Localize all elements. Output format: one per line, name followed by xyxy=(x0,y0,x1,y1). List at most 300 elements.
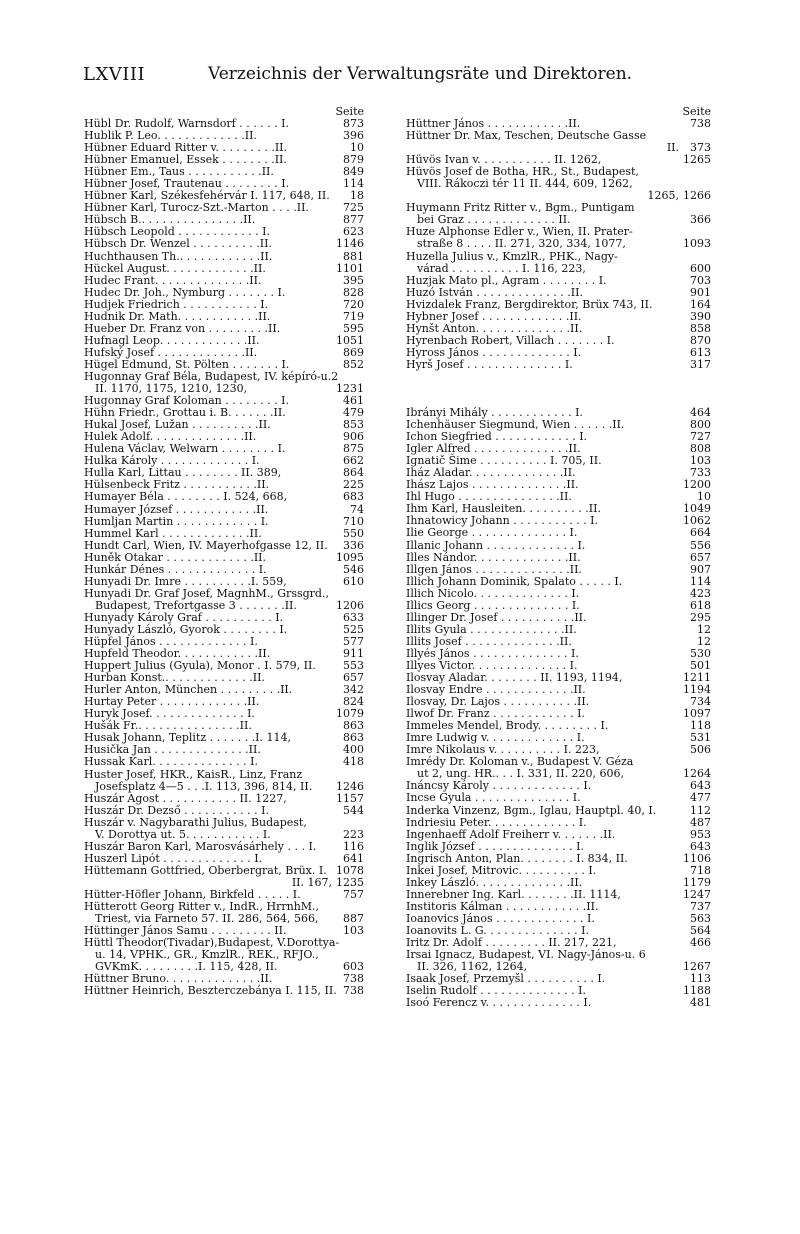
entry-text: Hübsch Leopold . . . . . . . . . . . . I. xyxy=(84,225,271,239)
entry-text: Hyrš Josef . . . . . . . . . . . . . . I. xyxy=(406,357,573,371)
page-ref: 613 xyxy=(690,345,711,359)
page-ref: 738 xyxy=(690,117,711,130)
entry-text: Huzella Julius v., KmzlR., PHK., Nagy- xyxy=(406,249,618,263)
page-ref: 643 xyxy=(690,839,711,853)
entry-text: Hudjek Friedrich . . . . . . . . . . . I. xyxy=(84,297,269,311)
page-ref: 623 xyxy=(343,225,364,239)
entry-text: Indriesiu Peter. . . . . . . . . . . . . I. xyxy=(406,815,587,829)
right-column xyxy=(406,106,711,1009)
index-entry xyxy=(84,817,364,841)
page-ref: 1062 xyxy=(683,514,711,528)
page-ref: 1146 xyxy=(336,237,364,251)
page-ref: 481 xyxy=(690,996,711,1010)
entry-text: Budapest, Trefortgasse 3 . . . . . . .II. xyxy=(95,598,297,612)
entry-text: Huněk Otakar . . . . . . . . . . . . .II. xyxy=(84,550,267,564)
index-entry xyxy=(406,997,711,1009)
entry-text: Ignatič Šime . . . . . . . . . . I. 705, II. xyxy=(406,454,602,468)
page-ref: 114 xyxy=(690,574,711,588)
entry-text: Huzó István . . . . . . . . . . . . . .II. xyxy=(406,285,583,299)
page-ref: 877 xyxy=(343,213,364,227)
page-ref: 863 xyxy=(343,731,364,745)
page-ref: 664 xyxy=(690,526,711,540)
page-ref: 531 xyxy=(690,731,711,745)
page-ref: 525 xyxy=(343,622,364,636)
page-ref: 564 xyxy=(690,924,711,937)
entry-text: ut 2, ung. HR.. . . I. 331, II. 220, 606, xyxy=(417,767,625,781)
entry-text: Hühn Friedr., Grottau i. B. . . . . . .II. xyxy=(84,406,286,420)
page-ref: 901 xyxy=(690,285,711,299)
entry-text: Ilosvay Aladar. . . . . . . . II. 1193, 1194, xyxy=(406,671,623,685)
entry-text: V. Dorottya ut. 5. . . . . . . . . . . I. xyxy=(95,827,271,841)
page-ref: 887 xyxy=(343,912,364,926)
entry-text: Hückel August. . . . . . . . . . . . .II. xyxy=(84,261,266,275)
entry-text: Illits Josef . . . . . . . . . . . . . .II. xyxy=(406,634,572,648)
index-entry xyxy=(84,901,364,925)
entry-text: Hudnik Dr. Math. . . . . . . . . . . .II. xyxy=(84,309,271,323)
page-ref: 1246 xyxy=(336,779,364,793)
entry-text: Inkei Josef, Mitrovic. . . . . . . . . . I. xyxy=(406,863,597,877)
entry-text: Hunyadi Dr. Graf Josef, MagnhM., Grssgrd., xyxy=(84,586,329,600)
page-ref: 869 xyxy=(343,345,364,359)
page-ref: 366 xyxy=(690,213,711,227)
page-ref: 911 xyxy=(343,647,364,661)
index-entry xyxy=(84,985,364,997)
entry-text: várad . . . . . . . . . . I. 116, 223, xyxy=(417,261,586,275)
entry-text: Hunkár Dénes . . . . . . . . . . . . . I. xyxy=(84,562,267,576)
page-ref: 12 xyxy=(697,634,711,648)
entry-text: Huszerl Lipót . . . . . . . . . . . . . I. xyxy=(84,851,263,865)
page-ref: 849 xyxy=(343,165,364,179)
entry-text: Hüttl Theodor(Tivadar),Budapest, V.Dorottya- xyxy=(84,936,340,950)
page-ref: 633 xyxy=(343,610,364,624)
page-ref: 577 xyxy=(343,635,364,649)
page-ref: 610 xyxy=(343,574,364,588)
entry-text: Hybner Josef . . . . . . . . . . . . .II. xyxy=(406,309,582,323)
entry-text: Hülsenbeck Fritz . . . . . . . . . . .II. xyxy=(84,478,270,492)
index-entry xyxy=(84,937,364,973)
page-ref: 563 xyxy=(690,911,711,925)
entry-text: Igler Alfred . . . . . . . . . . . . . .II. xyxy=(406,442,581,456)
entry-text: Ihm Karl, Hausleiten. . . . . . . . . .II. xyxy=(406,502,601,516)
entry-text: Huymann Fritz Ritter v., Bgm., Puntigam xyxy=(406,201,635,215)
page-ref: 662 xyxy=(343,454,364,468)
entry-text: Ibrányi Mihály . . . . . . . . . . . . I. xyxy=(406,405,583,419)
entry-text: Hulena Václav, Welwarn . . . . . . . . I. xyxy=(84,442,286,456)
entry-text: u. 14, VPHK., GR., KmzlR., REK., RFJO., xyxy=(95,948,319,962)
page-ref: 390 xyxy=(690,309,711,323)
entry-text: Hüpfel János . . . . . . . . . . . . . I. xyxy=(84,635,258,649)
page-ref: 858 xyxy=(690,321,711,335)
index-entry xyxy=(406,202,711,226)
entry-text: Iház Aladar. . . . . . . . . . . . . .II. xyxy=(406,466,576,480)
page-ref: 738 xyxy=(343,984,364,998)
page-ref: 396 xyxy=(343,129,364,143)
entry-text: Hübsch Dr. Wenzel . . . . . . . . . .II. xyxy=(84,237,272,251)
entry-text: Hübner Josef, Trautenau . . . . . . . . I. xyxy=(84,177,290,191)
page-ref: 1106 xyxy=(683,851,711,865)
entry-text: Ioanovics János . . . . . . . . . . . . . I. xyxy=(406,911,595,925)
entry-text: Illinger Dr. Josef . . . . . . . . . . .II. xyxy=(406,610,587,624)
entry-text: Hübner Karl, Székesfehérvár I. 117, 648, II. xyxy=(84,189,330,203)
page-ref: 477 xyxy=(690,791,711,805)
entry-text: Irsai Ignacz, Budapest, VI. Nagy-János-u. 6 xyxy=(406,948,646,962)
entry-text: Inderka Vinzenz, Bgm., Iglau, Hauptpl. 40, I. xyxy=(406,803,657,817)
page-ref: 757 xyxy=(343,888,364,901)
entry-text: Hüttner Bruno. . . . . . . . . . . . . .II. xyxy=(84,972,273,986)
index-entry xyxy=(406,949,711,973)
page-ref: 641 xyxy=(343,851,364,865)
entry-text: Illics Georg . . . . . . . . . . . . . . I. xyxy=(406,598,580,612)
page-ref: 395 xyxy=(343,273,364,287)
index-entry xyxy=(84,769,364,793)
page-ref: 738 xyxy=(343,972,364,986)
page-ref: 1206 xyxy=(336,598,364,612)
section-gap xyxy=(406,371,711,383)
page-ref: 719 xyxy=(343,309,364,323)
entry-text: Hüttner Dr. Max, Teschen, Deutsche Gasse xyxy=(406,129,647,143)
entry-text: Huszár Dr. Dezső . . . . . . . . . . . I. xyxy=(84,803,269,817)
entry-text: Hueber Dr. Franz von . . . . . . . . .II. xyxy=(84,321,281,335)
page-ref: 116 xyxy=(343,839,364,853)
entry-text: Ioanovits L. G. . . . . . . . . . . . . . I. xyxy=(406,924,589,937)
page-ref: 853 xyxy=(343,418,364,432)
page-ref: 1079 xyxy=(336,707,364,721)
entry-text: Hüvös Ivan v. . . . . . . . . . . II. 1262, xyxy=(406,153,602,167)
entry-text: Hüttner János . . . . . . . . . . . .II. xyxy=(406,117,581,130)
page-ref: 881 xyxy=(343,249,364,263)
page-ref: 103 xyxy=(343,924,364,938)
entry-text: Hübsch B.. . . . . . . . . . . . . . .II. xyxy=(84,213,256,227)
entry-text: Innerebner Ing. Karl. . . . . . . .II. 1114, xyxy=(406,887,621,901)
entry-text: Hütterott Georg Ritter v., IndR., HrrnhM., xyxy=(84,900,320,914)
page-ref: 546 xyxy=(343,562,364,576)
page-ref: 18 xyxy=(350,189,364,203)
entry-text: Isaak Josef, Przemyšl . . . . . . . . . . I. xyxy=(406,972,606,986)
entry-text: Huszár Agost . . . . . . . . . . . II. 1227, xyxy=(84,791,287,805)
entry-text: Ichenhäuser Siegmund, Wien . . . . . .II. xyxy=(406,418,625,432)
entry-text: Ilosvay, Dr. Lajos . . . . . . . . . . .II. xyxy=(406,695,590,709)
page-ref: 342 xyxy=(343,683,364,697)
entry-text: Illich Nicolo. . . . . . . . . . . . . . I. xyxy=(406,586,580,600)
page-ref: 501 xyxy=(690,658,711,672)
entry-text: Hüvös Josef de Botha, HR., St., Budapest, xyxy=(406,165,639,179)
page-ref: 556 xyxy=(690,538,711,552)
entry-text: Hurler Anton, München . . . . . . . . .II. xyxy=(84,683,293,697)
page-ref: 1267 xyxy=(683,960,711,974)
entry-text: Hunyady Károly Graf . . . . . . . . . . I. xyxy=(84,610,284,624)
entry-text: Huster Josef, HKR., KaisR., Linz, Franz xyxy=(84,767,303,781)
page-ref: 824 xyxy=(343,695,364,709)
page-ref: 400 xyxy=(343,743,364,757)
entry-text: Hübner Emanuel, Essek . . . . . . . .II. xyxy=(84,153,287,167)
page-ref: 603 xyxy=(343,960,364,974)
entry-text: Huze Alphonse Edler v., Wien, II. Prater- xyxy=(406,225,633,239)
entry-text: Hummel Karl . . . . . . . . . . . . .II. xyxy=(84,526,262,540)
page-ref: 1095 xyxy=(336,550,364,564)
entry-text: Hübner Em., Taus . . . . . . . . . . .II. xyxy=(84,165,274,179)
page-ref: 373 xyxy=(690,141,711,155)
page-ref: 718 xyxy=(690,863,711,877)
entry-text: Husak Johann, Teplitz . . . . . . .I. 114, xyxy=(84,731,291,745)
entry-text: Hurtay Peter . . . . . . . . . . . . .II. xyxy=(84,695,260,709)
entry-text: Illits Gyula . . . . . . . . . . . . . .II. xyxy=(406,622,577,636)
entry-text: Humayer Béla . . . . . . . . I. 524, 668, xyxy=(84,490,288,504)
index-entry xyxy=(84,805,364,817)
page-ref: 1266 xyxy=(683,189,711,203)
entry-text: Illyes Victor. . . . . . . . . . . . . . I. xyxy=(406,658,578,672)
page-ref: 703 xyxy=(690,273,711,287)
page-header xyxy=(83,64,723,90)
page-ref: 550 xyxy=(343,526,364,540)
page-ref: 225 xyxy=(343,478,364,492)
seite-label: Seite xyxy=(682,105,711,118)
entry-text: Iritz Dr. Adolf . . . . . . . . . II. 217, 221, xyxy=(406,936,617,950)
page-ref: 317 xyxy=(690,357,711,371)
entry-text: Hupfeld Theodor. . . . . . . . . . . .II. xyxy=(84,647,271,661)
page-ref: 1078 xyxy=(336,863,364,877)
page-ref: 657 xyxy=(690,550,711,564)
page-ref: 1264 xyxy=(683,767,711,781)
page-ref: 223 xyxy=(343,827,364,841)
entry-text: Huchthausen Th.. . . . . . . . . . . .II. xyxy=(84,249,273,263)
index-entry xyxy=(406,226,711,250)
entry-text: Institoris Kálman . . . . . . . . . . . .II. xyxy=(406,899,599,913)
page-number: LXVIII xyxy=(83,64,146,85)
page-ref: 864 xyxy=(343,466,364,480)
page-ref: 852 xyxy=(343,357,364,371)
page-ref: 725 xyxy=(343,201,364,215)
entry-text: Inglik József . . . . . . . . . . . . . . I. xyxy=(406,839,584,853)
page-ref: 553 xyxy=(343,659,364,673)
page-ref: 1179 xyxy=(683,875,711,889)
page-ref: 600 xyxy=(690,261,711,275)
page-ref: 1157 xyxy=(336,791,364,805)
page-ref: 164 xyxy=(690,297,711,311)
entry-text: Hübl Dr. Rudolf, Warnsdorf . . . . . . I. xyxy=(84,117,290,130)
page-ref: 657 xyxy=(343,671,364,685)
entry-text: Imrédy Dr. Koloman v., Budapest V. Géza xyxy=(406,755,634,769)
entry-text: Iselin Rudolf . . . . . . . . . . . . . . I. xyxy=(406,984,586,998)
index-entry xyxy=(84,588,364,612)
entry-text: Hyrenbach Robert, Villach . . . . . . . I. xyxy=(406,333,615,347)
entry-text: Hussak Karl. . . . . . . . . . . . . . I. xyxy=(84,755,258,769)
page-ref: 863 xyxy=(343,719,364,733)
entry-text: Ináncsy Károly . . . . . . . . . . . . . I. xyxy=(406,779,592,793)
page-ref: 1097 xyxy=(683,707,711,721)
entry-text: Triest, via Farneto 57. II. 286, 564, 566, xyxy=(95,912,319,926)
entry-text: Ichon Siegfried . . . . . . . . . . . . I. xyxy=(406,430,588,444)
page-ref: 710 xyxy=(343,514,364,528)
page-ref: 875 xyxy=(343,442,364,456)
entry-text: Hušák Fr.. . . . . . . . . . . . . . .II. xyxy=(84,719,252,733)
entry-text: Huszár Baron Karl, Marosvásárhely . . . I. xyxy=(84,839,317,853)
page-ref: 10 xyxy=(697,490,711,504)
page-ref: 1188 xyxy=(683,984,711,998)
entry-text: Hynšt Anton. . . . . . . . . . . . . .II. xyxy=(406,321,583,335)
page-ref: 544 xyxy=(343,803,364,817)
index-entry xyxy=(406,359,711,371)
page-ref: 113 xyxy=(690,972,711,986)
entry-text: Hütter-Höfler Johann, Birkfeld . . . . . I. xyxy=(84,888,301,901)
entry-text: Hufnagl Leop. . . . . . . . . . . . .II. xyxy=(84,333,260,347)
entry-text: Hundt Carl, Wien, IV. Mayerhofgasse 12, II. xyxy=(84,538,328,552)
entry-text: Hugonnay Graf Koloman . . . . . . . . I. xyxy=(84,394,289,408)
page-ref: 487 xyxy=(690,815,711,829)
page-ref: 683 xyxy=(343,490,364,504)
page-ref: 870 xyxy=(690,333,711,347)
entry-text: Hugonnay Graf Béla, Budapest, IV. képíró-u.2 xyxy=(84,369,339,383)
page-ref: 879 xyxy=(343,153,364,167)
entry-text: Ilie George . . . . . . . . . . . . . . I. xyxy=(406,526,578,540)
page-ref: 418 xyxy=(343,755,364,769)
entry-text: Hulka Károly . . . . . . . . . . . . . I. xyxy=(84,454,260,468)
entry-text: Ihl Hugo . . . . . . . . . . . . . . .II. xyxy=(406,490,572,504)
entry-text: Illgen János . . . . . . . . . . . . . .II. xyxy=(406,562,582,576)
entry-text: Ihász Lajos . . . . . . . . . . . . . .II. xyxy=(406,478,579,492)
entry-text: Inkey László. . . . . . . . . . . . . .II. xyxy=(406,875,583,889)
entry-text: Illyés János . . . . . . . . . . . . . . I. xyxy=(406,646,579,660)
page-ref: 74 xyxy=(350,502,364,516)
page-ref: 907 xyxy=(690,562,711,576)
page-ref: 828 xyxy=(343,285,364,299)
index-entry xyxy=(406,130,711,154)
entry-text: Imre Nikolaus v. . . . . . . . . . I. 223, xyxy=(406,743,600,757)
entry-text: Huryk Josef. . . . . . . . . . . . . . I. xyxy=(84,707,255,721)
entry-text: bei Graz . . . . . . . . . . . . . II. xyxy=(417,213,571,227)
entry-text: Ihnatowicy Johann . . . . . . . . . . . I. xyxy=(406,514,599,528)
seite-label: Seite xyxy=(335,105,364,118)
index-entry xyxy=(406,756,711,780)
page-ref: 1194 xyxy=(683,683,711,697)
page-ref: 295 xyxy=(690,610,711,624)
page-ref: 1093 xyxy=(683,237,711,251)
page-ref: 530 xyxy=(690,646,711,660)
entry-text: Hüttemann Gottfried, Oberbergrat, Brüx. I. xyxy=(84,863,327,877)
page-ref: 727 xyxy=(690,430,711,444)
page-ref: 466 xyxy=(690,936,711,950)
entry-text: Isoó Ferencz v. . . . . . . . . . . . . . I. xyxy=(406,996,592,1010)
page-ref: 618 xyxy=(690,598,711,612)
entry-text: Hukal Josef, Lužan . . . . . . . . . .II. xyxy=(84,418,271,432)
entry-text: Ingenhaeff Adolf Freiherr v. . . . . . .II. xyxy=(406,827,616,841)
index-entry xyxy=(406,166,711,202)
index-entry xyxy=(406,251,711,275)
page-ref: 1049 xyxy=(683,502,711,516)
entry-text: Immeles Mendel, Brody. . . . . . . . . I. xyxy=(406,719,609,733)
entry-text: II. xyxy=(666,141,679,155)
entry-text: VIII. Rákoczi tér 11 II. 444, 609, 1262, xyxy=(417,177,633,191)
entry-text: Illich Johann Dominik, Spalato . . . . . I. xyxy=(406,574,623,588)
page-ref: 1051 xyxy=(336,333,364,347)
page-ref: 1247 xyxy=(683,887,711,901)
page-ref: 114 xyxy=(343,177,364,191)
entry-text: 1265, xyxy=(647,189,679,203)
page-ref: 1211 xyxy=(683,671,711,685)
index-entry xyxy=(84,371,364,395)
entry-text: Ilwof Dr. Franz . . . . . . . . . . . . I. xyxy=(406,707,585,721)
page-ref: 808 xyxy=(690,442,711,456)
entry-text: Ingrisch Anton, Plan. . . . . . . . I. 834, II. xyxy=(406,851,628,865)
page-ref: 1231 xyxy=(336,382,364,396)
page-ref: 873 xyxy=(343,117,364,130)
page-ref: 734 xyxy=(690,695,711,709)
page-ref: 112 xyxy=(690,803,711,817)
entry-text: Hulla Karl, Littau . . . . . . . . II. 389, xyxy=(84,466,282,480)
page-ref: 506 xyxy=(690,743,711,757)
page-ref: 906 xyxy=(343,430,364,444)
entry-text: GVKmK. . . . . . . . .I. 115, 428, II. xyxy=(95,960,278,974)
index-entry xyxy=(84,756,364,768)
entry-text: Hudec Dr. Joh., Nymburg . . . . . . . I. xyxy=(84,285,286,299)
entry-text: Hübner Karl, Turocz-Szt.-Marton . . . .II. xyxy=(84,201,309,215)
entry-text: Illanic Johann . . . . . . . . . . . . . I. xyxy=(406,538,586,552)
left-column xyxy=(84,106,364,997)
page-ref: 953 xyxy=(690,827,711,841)
entry-text: Humayer József . . . . . . . . . . . .II. xyxy=(84,502,269,516)
entry-text: II. 326, 1162, 1264, xyxy=(417,960,528,974)
page-ref: 1101 xyxy=(336,261,364,275)
entry-text: Hübner Eduard Ritter v. . . . . . . . .II. xyxy=(84,141,288,155)
page-ref: 1235 xyxy=(336,875,364,889)
page-ref: 720 xyxy=(343,297,364,311)
entry-text: Hyross János . . . . . . . . . . . . . I. xyxy=(406,345,582,359)
entry-text: Imre Ludwig v. . . . . . . . . . . . . I. xyxy=(406,731,585,745)
page-ref: 461 xyxy=(343,394,364,408)
page-ref: 595 xyxy=(343,321,364,335)
entry-text: Hublik P. Leo. . . . . . . . . . . . .II. xyxy=(84,129,257,143)
entry-text: Huppert Julius (Gyula), Monor . I. 579, II. xyxy=(84,659,316,673)
entry-text: Incse Gyula . . . . . . . . . . . . . . I. xyxy=(406,791,581,805)
page-ref: 118 xyxy=(690,719,711,733)
entry-text: Hurban Konst.. . . . . . . . . . . . .II. xyxy=(84,671,265,685)
entry-text: Hufský Josef . . . . . . . . . . . . .II. xyxy=(84,345,258,359)
entry-text: Hüttinger János Samu . . . . . . . . . II. xyxy=(84,924,287,938)
page-ref: 1200 xyxy=(683,478,711,492)
section-gap xyxy=(406,383,711,395)
entry-text: II. 1170, 1175, 1210, 1230, xyxy=(95,382,248,396)
page-ref: 737 xyxy=(690,899,711,913)
page-ref: 464 xyxy=(690,405,711,419)
page-ref: 103 xyxy=(690,454,711,468)
entry-text: Husička Jan . . . . . . . . . . . . . .II. xyxy=(84,743,261,757)
page-title: Verzeichnis der Verwaltungsräte und Direktoren. xyxy=(208,64,633,84)
entry-text: Hunyadi Dr. Imre . . . . . . . . . .I. 559, xyxy=(84,574,287,588)
entry-text: Hüttner Heinrich, Beszterczebánya I. 115, II. xyxy=(84,984,337,998)
entry-text: straße 8 . . . . II. 271, 320, 334, 1077, xyxy=(417,237,626,251)
page-ref: 10 xyxy=(350,141,364,155)
page-ref: 336 xyxy=(343,538,364,552)
entry-text: Hügel Edmund, St. Pölten . . . . . . . I. xyxy=(84,357,290,371)
page-ref: 733 xyxy=(690,466,711,480)
entry-text: Illes Nándor. . . . . . . . . . . . . .II. xyxy=(406,550,581,564)
page-ref: 800 xyxy=(690,418,711,432)
entry-text: Humljan Martin . . . . . . . . . . . . I. xyxy=(84,514,269,528)
page-ref: 643 xyxy=(690,779,711,793)
entry-text: Ilosvay Endre . . . . . . . . . . . . .II. xyxy=(406,683,586,697)
entry-text: Hudec Frant. . . . . . . . . . . . . .II. xyxy=(84,273,262,287)
page-ref: 479 xyxy=(343,406,364,420)
entry-text: Hvizdalek Franz, Bergdirektor, Brüx 743, II. xyxy=(406,297,653,311)
entry-text: Josefsplatz 4—5 . . .I. 113, 396, 814, II. xyxy=(95,779,313,793)
page-ref: 1265 xyxy=(683,153,711,167)
page-ref: 12 xyxy=(697,622,711,636)
entry-text: Hunyady László, Gyorok . . . . . . . . I. xyxy=(84,622,288,636)
page-ref: 423 xyxy=(690,586,711,600)
entry-text: Huszár v. Nagybarathi Julius, Budapest, xyxy=(84,815,307,829)
entry-text: Huzjak Mato pl., Agram . . . . . . . . I. xyxy=(406,273,607,287)
entry-text: Hulek Adolf. . . . . . . . . . . . . .II. xyxy=(84,430,257,444)
entry-text: II. 167, xyxy=(291,875,332,889)
